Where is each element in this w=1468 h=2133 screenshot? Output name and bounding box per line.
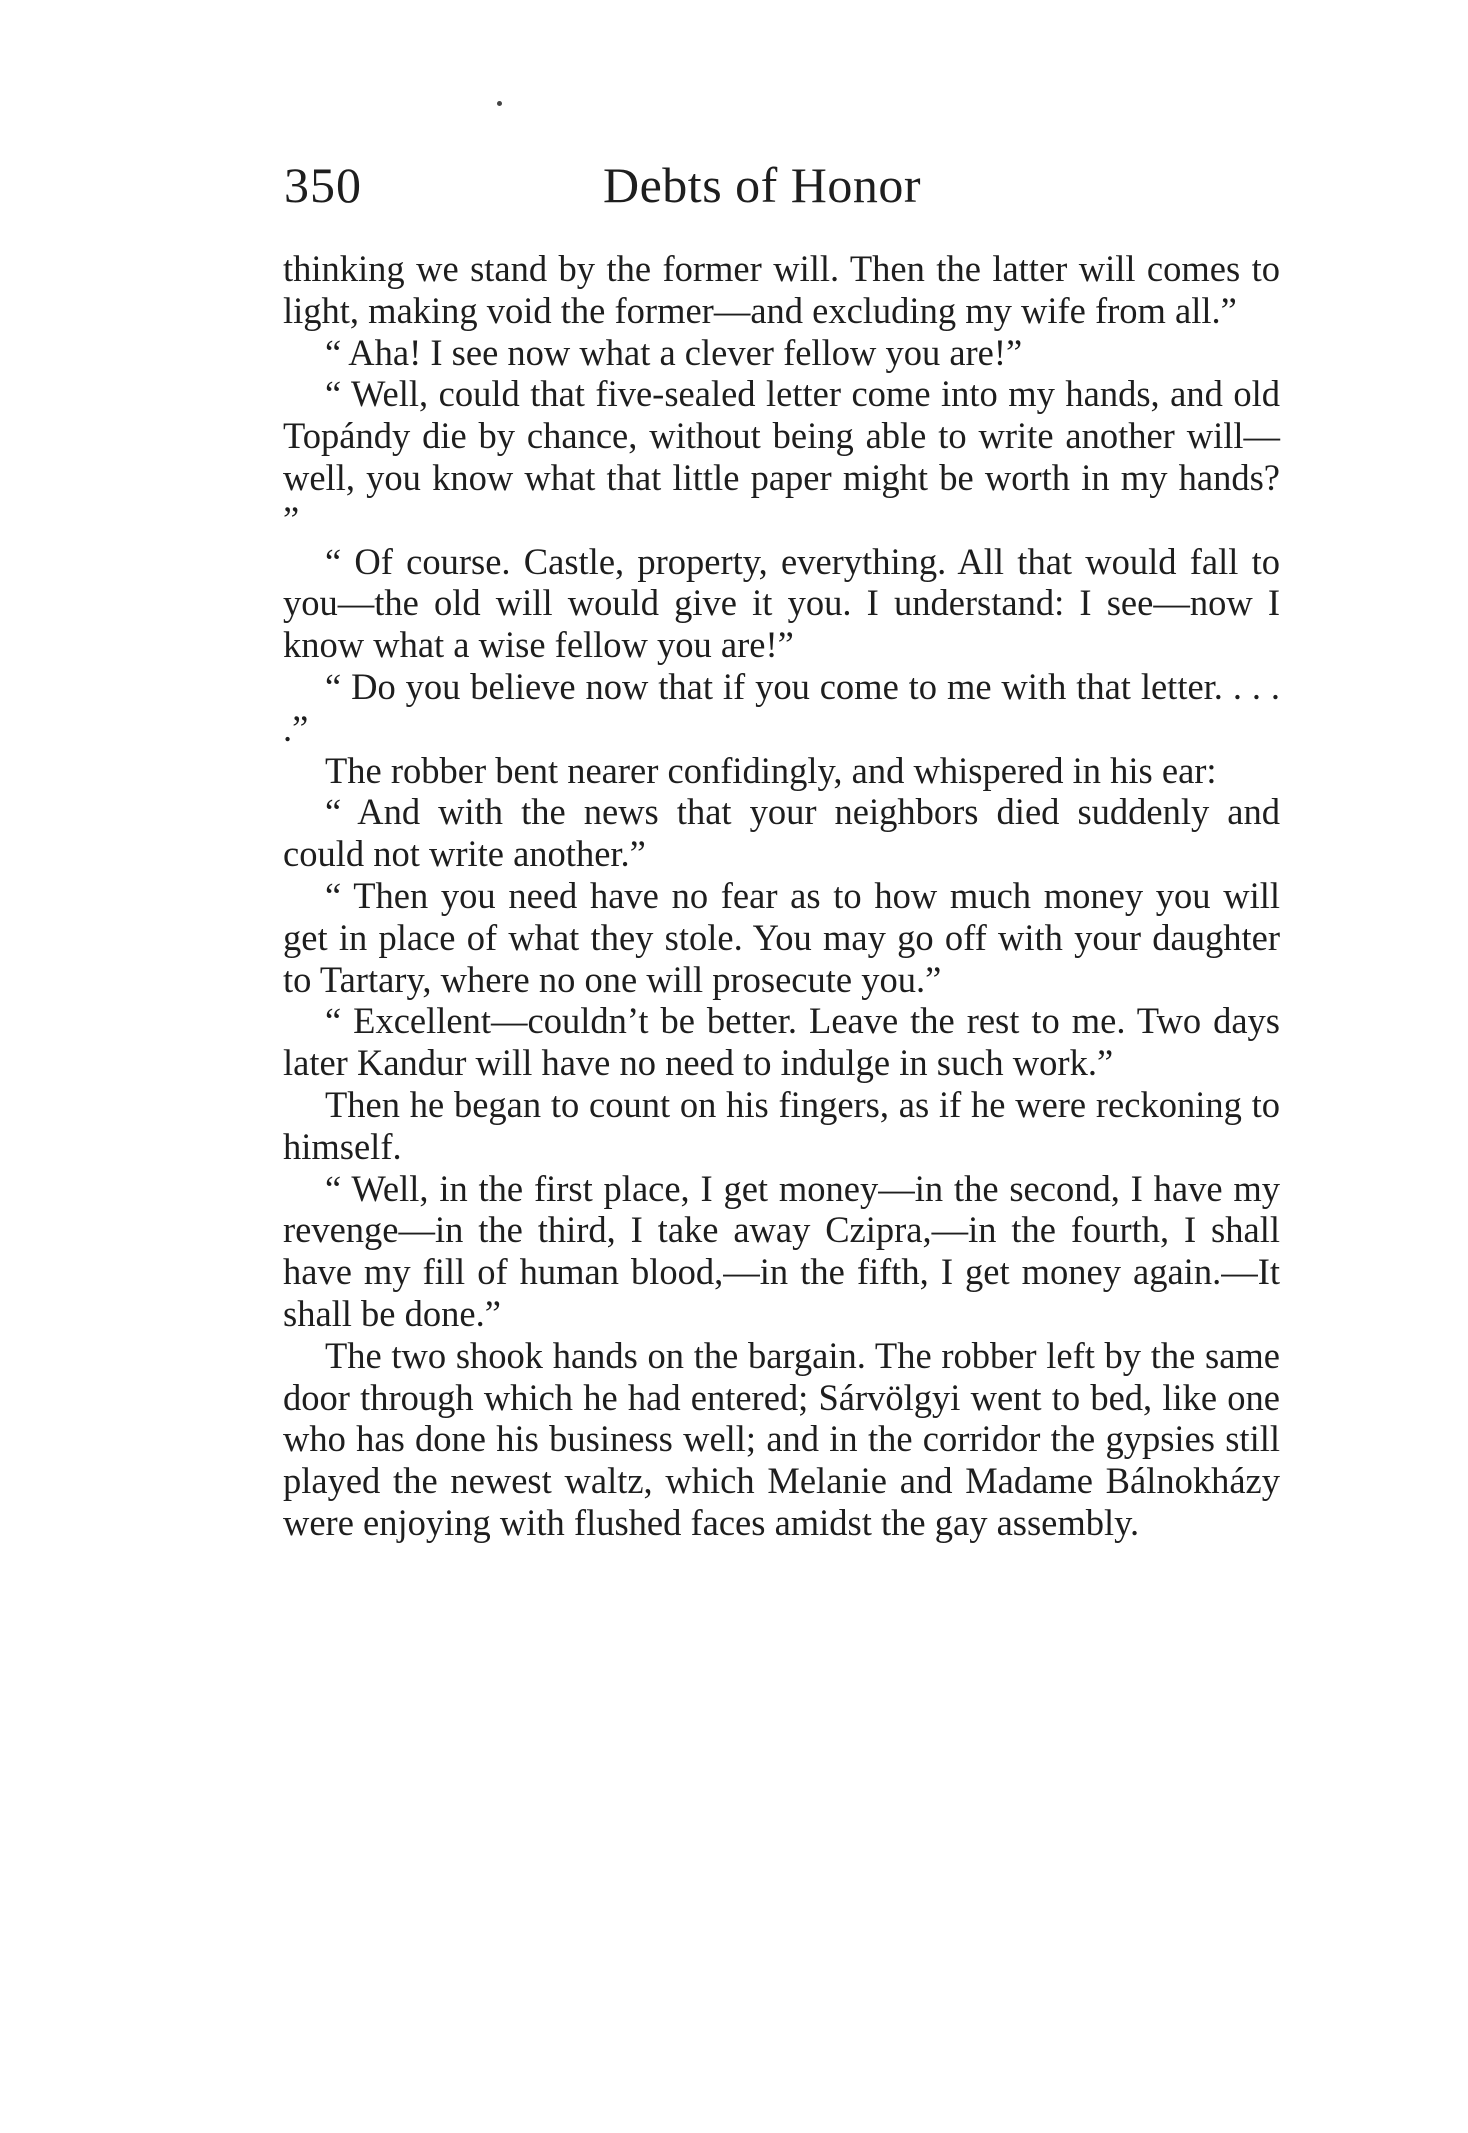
- paragraph: “ Do you believe now that if you come to me with that letter. . . . .”: [283, 665, 1280, 749]
- body-text: [283, 248, 1280, 1544]
- paragraph: “ And with the news that your neighbors died suddenly and could not write another.”: [283, 791, 1280, 875]
- page-header: [284, 150, 1284, 220]
- paragraph: “ Of course. Castle, property, everything. All that would fall to you—the old will would give it you. I understand: I see—now I know what a wise fellow you are!”: [283, 540, 1280, 666]
- page-number: 350: [284, 157, 362, 213]
- paragraph: “ Well, could that five-sealed letter come into my hands, and old Topándy die by chance, without being able to write another will—well, you know what that little paper might be worth in my hands? ”: [283, 373, 1280, 540]
- paragraph: The two shook hands on the bargain. The robber left by the same door through which he had entered; Sárvölgyi went to bed, like one who has done his business well; and in the corridor the gypsies still played the newest waltz, which Melanie and Madame Bálnokházy were enjoying with flushed faces amidst the gay assembly.: [283, 1334, 1280, 1543]
- paragraph: “ Then you need have no fear as to how much money you will get in place of what they stole. You may go off with your daughter to Tartary, where no one will prosecute you.”: [283, 874, 1280, 1000]
- paragraph: Then he began to count on his fingers, as if he were reckoning to himself.: [283, 1083, 1280, 1167]
- paragraph: The robber bent nearer confidingly, and whispered in his ear:: [325, 749, 1217, 791]
- paragraph: “ Well, in the first place, I get money—in the second, I have my revenge—in the third, I take away Czipra,—in the fourth, I shall have my fill of human blood,—in the fifth, I get money again.—It shall be done.”: [283, 1167, 1280, 1334]
- ink-speck: [497, 101, 502, 106]
- paragraph: “ Aha! I see now what a clever fellow you are!”: [325, 331, 1023, 373]
- paragraph: “ Excellent—couldn’t be better. Leave the rest to me. Two days later Kandur will have no need to indulge in such work.”: [283, 1000, 1280, 1084]
- paragraph: thinking we stand by the former will. Then the latter will comes to light, making void the former—and excluding my wife from all.”: [283, 248, 1280, 331]
- running-title: Debts of Honor: [603, 157, 922, 213]
